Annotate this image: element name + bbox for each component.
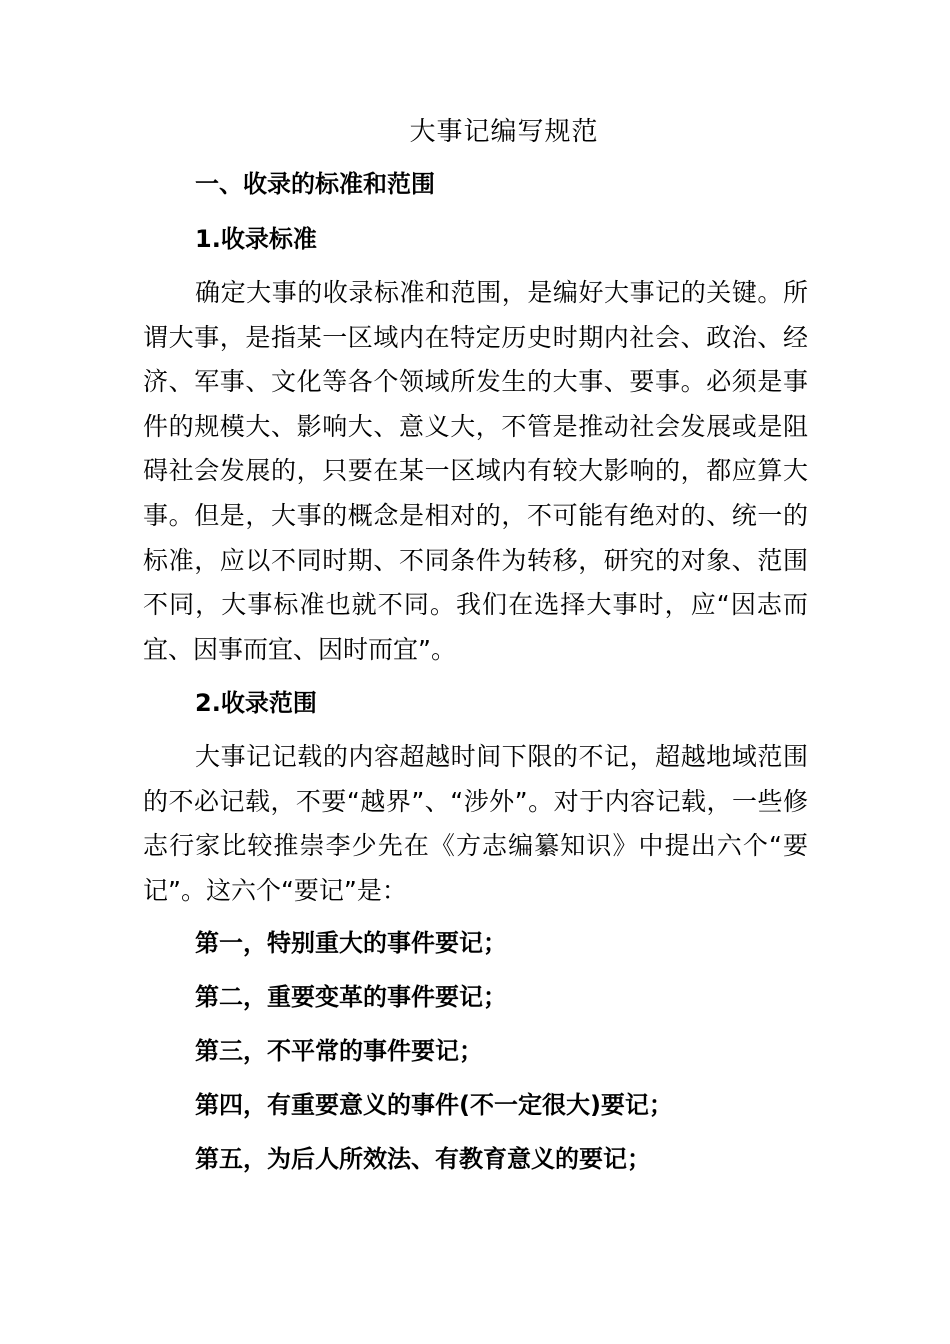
subsection-heading-scope: 2.收录范围 [195,689,317,717]
list-item: 第一，特别重大的事件要记； [195,929,507,957]
list-item: 第三，不平常的事件要记； [195,1037,483,1065]
list-item: 第五，为后人所效法、有教育意义的要记； [195,1145,651,1173]
section-heading-standards-scope: 一、收录的标准和范围 [195,170,435,198]
scope-paragraph: 大事记记载的内容超越时间下限的不记，超越地域范围的不必记载，不要“越界”、“涉外”。对于内容记载，一些修志行家比较推崇李少先在《方志编纂知识》中提出六个“要记”。这六个“要记”是： [143,742,808,905]
document-title: 大事记编写规范 [409,117,599,147]
subsection-heading-standards: 1.收录标准 [195,225,317,253]
list-item: 第四，有重要意义的事件(不一定很大)要记； [195,1091,673,1119]
standards-paragraph: 确定大事的收录标准和范围，是编好大事记的关键。所谓大事，是指某一区域内在特定历史时期内社会、政治、经济、军事、文化等各个领域所发生的大事、要事。必须是事件的规模大、影响大、意义大，不管是推动社会发展或是阻碍社会发展的，只要在某一区域内有较大影响的，都应算大事。但是，大事的概念是相对的，不可能有绝对的、统一的标准，应以不同时期、不同条件为转移，研究的对象、范围不同，大事标准也就不同。我们在选择大事时，应“因志而宜、因事而宜、因时而宜”。 [143,278,808,664]
list-item: 第二，重要变革的事件要记； [195,983,507,1011]
must-record-list [195,926,673,1196]
